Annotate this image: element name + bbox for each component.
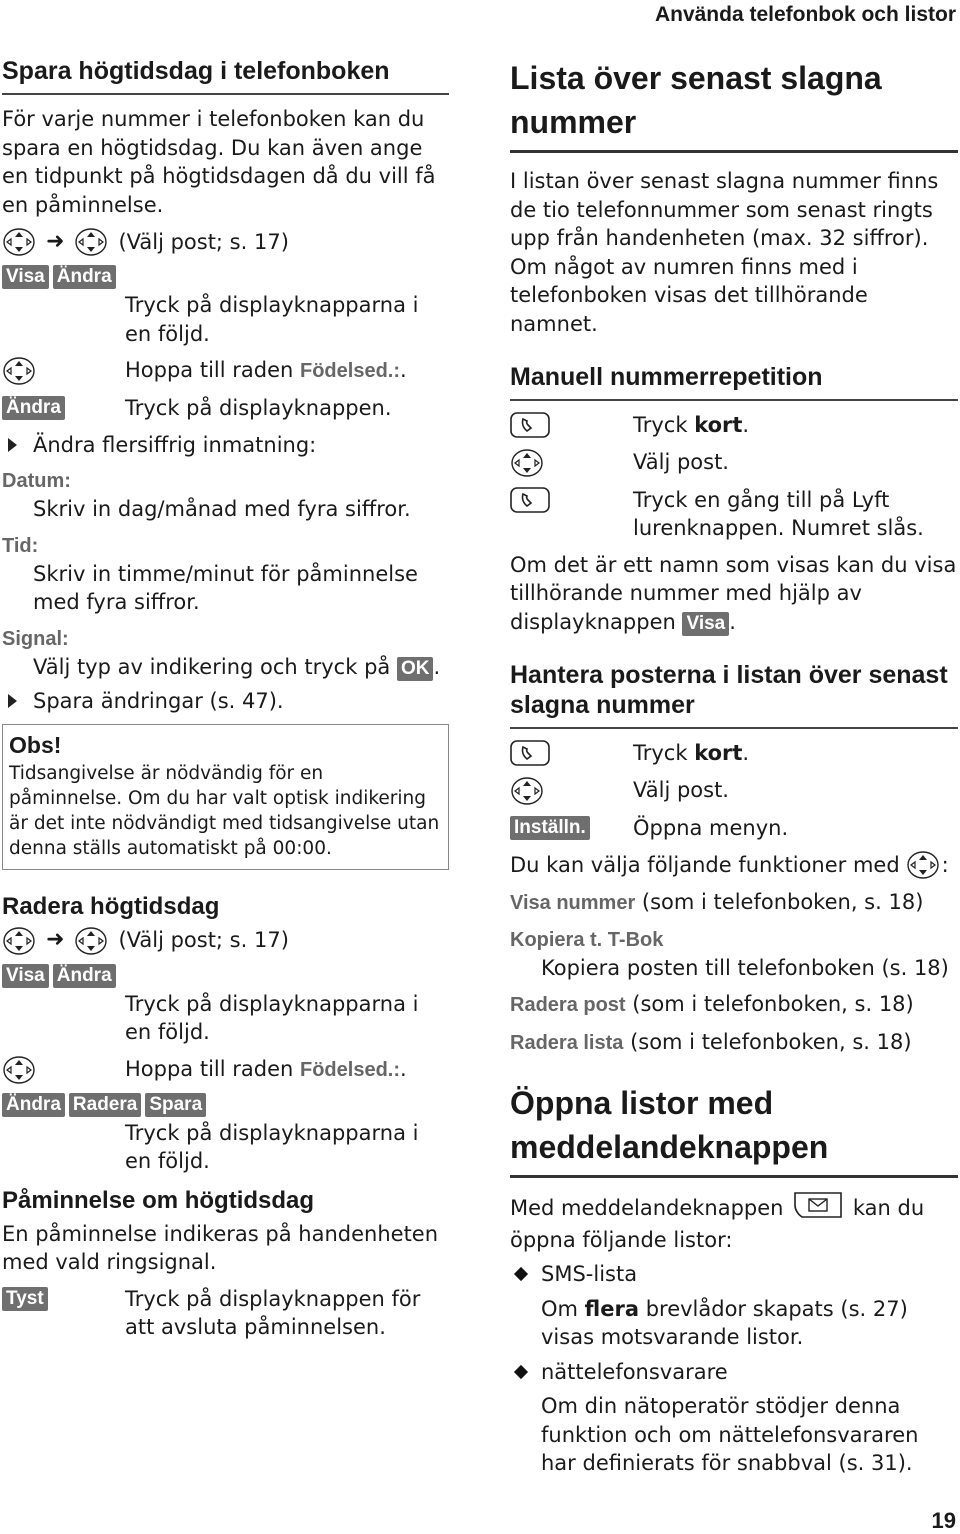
press-key-text: Tryck på displayknappen. [125,396,392,420]
nav-key-icon [510,776,544,806]
section-title-save-anniversary: Spara högtidsdag i telefonboken [2,56,449,95]
press-sequence-text: Tryck på displayknapparna i en följd. [125,991,419,1044]
nav-instruction: (Välj post; s. 17) [118,229,289,254]
signal-text [2,653,449,682]
function-label: Visa nummer [510,892,636,914]
nav-instruction: (Välj post; s. 17) [118,928,289,953]
softkey-tyst[interactable]: Tyst [2,1287,48,1311]
field-label-birthday: Födelsed.: [300,360,401,382]
diamond-bullet-icon [514,1267,528,1281]
function-item [510,990,958,1020]
press-sequence-text: Tryck på displayknapparna i en följd. [125,293,419,346]
press-once-text: Tryck en gång till på Lyft lurenknappen. Numret slås. [633,487,924,540]
field-label-datum: Datum: [2,470,71,492]
instruction-item [2,431,449,460]
punct: . [433,654,441,679]
bold-text: kort [694,741,743,765]
nav-key-icon [906,850,940,880]
softkey-andra[interactable]: Ändra [53,964,116,988]
punct: . [400,358,407,382]
punct: . [742,741,750,765]
notice-title: Obs! [9,731,62,758]
list-item-title: nättelefonsvarare [541,1359,728,1384]
select-text: Välj post. [633,449,729,474]
diamond-bullet-icon [514,1364,528,1378]
softkey-andra[interactable]: Ändra [2,396,65,420]
jump-text: Hoppa till raden [125,1056,300,1081]
instruction-text: Ändra flersiffrig inmatning: [33,432,317,457]
nav-key-icon [2,356,36,386]
text: Med meddelandeknappen [510,1195,784,1220]
nav-row [2,227,449,257]
nav-key-icon [74,227,108,257]
select-text: Välj post. [633,777,729,802]
function-label: Radera post [510,994,626,1016]
softkey-visa[interactable]: Visa [682,612,729,636]
talk-key-icon [510,412,550,438]
message-key-icon [794,1192,842,1226]
instruction-item [2,687,449,716]
right-arrow-icon: ➜ [46,228,65,254]
nav-key-icon [2,227,36,257]
notice-text: Tidsangivelse är nödvändig för en påminnelse. Om du har valt optisk indikering är det inte nödvändigt med tidsangivelse utan denna ställs automatiskt på 00:00. [9,762,440,859]
section-title-reminder: Påminnelse om högtidsdag [2,1186,315,1214]
text: Du kan välja följande funktioner med [510,852,900,877]
datum-text: Skriv in dag/månad med fyra siffror. [33,497,411,521]
list-item-title: SMS-lista [541,1262,638,1286]
text: Om [541,1296,585,1321]
bold-text: flera [584,1296,640,1321]
list-item-text: Om din nätoperatör stödjer denna funktion och om nättelefonsvararen har definierats för snabbval (s. 31). [541,1394,919,1475]
function-text: (som i telefonboken, s. 18) [623,1029,912,1054]
function-text: (som i telefonboken, s. 18) [625,992,914,1016]
text: brevlådor skapats (s. 27) visas motsvarande listor. [541,1296,908,1349]
triangle-bullet-icon [8,694,17,708]
softkey-andra[interactable]: Ändra [53,265,116,289]
field-label-birthday: Födelsed.: [300,1058,401,1081]
press-sequence-text: Tryck på displayknapparna i en följd. [125,1120,419,1173]
page-number: 19 [931,1508,956,1533]
softkey-radera[interactable]: Radera [69,1093,141,1117]
softkey-spara[interactable]: Spara [145,1093,206,1117]
nav-key-icon [510,448,544,478]
punct: . [400,1056,407,1081]
left-column [2,56,449,1350]
softkey-andra[interactable]: Ändra [2,1093,65,1117]
text: Om det är ett namn som visas kan du visa tillhörande nummer med hjälp av displayknappen [510,552,957,634]
softkey-ok[interactable]: OK [397,657,434,681]
redial-intro: I listan över senast slagna nummer finns de tio telefonnummer som senast ringts upp från handenheten (max. 32 siffror). Om något av numren finns med i telefonboken visas det tillhörande namnet. [510,169,939,336]
message-intro [510,1192,958,1254]
right-column [510,56,958,1478]
softkey-visa[interactable]: Visa [2,964,49,988]
section-title-delete-anniversary: Radera högtidsdag [2,892,220,920]
bold-text: kort [694,413,743,437]
field-label-signal: Signal: [2,627,69,650]
function-text: Kopiera posten till telefonboken (s. 18) [541,955,949,980]
section-title-redial-list: Lista över senast slagna nummer [510,56,958,153]
press-end-text: Tryck på displayknappen för att avsluta påminnelsen. [125,1286,421,1339]
talk-key-icon [510,740,550,766]
softkey-installn[interactable]: Inställn. [510,816,590,840]
list-item-text [510,1295,958,1352]
page-header: Använda telefonbok och listor [654,3,956,26]
punct: : [941,852,949,877]
list-item [510,1358,958,1387]
intro-text: För varje nummer i telefonboken kan du spara en högtidsdag. Du kan även ange en tidpunkt på högtidsdagen då du vill få en påminnelse. [2,107,436,217]
function-item [510,888,958,918]
function-label: Radera lista [510,1031,624,1054]
text: Tryck [633,741,695,765]
nav-key-icon [2,1055,36,1085]
function-text: (som i telefonboken, s. 18) [635,890,924,914]
name-text [510,551,958,637]
section-title-manage-entries: Hantera posterna i listan över senast slagna nummer [510,660,958,729]
softkey-visa[interactable]: Visa [2,265,49,289]
jump-text: Hoppa till raden [125,358,300,382]
instruction-text: Spara ändringar (s. 47). [33,689,284,713]
talk-key-icon [510,487,550,513]
text: Tryck [633,413,695,437]
open-menu-text: Öppna menyn. [633,815,789,840]
section-title-message-lists: Öppna listor med meddelandeknappen [510,1081,958,1178]
punct: . [729,609,736,634]
signal-text-pre: Välj typ av indikering och tryck på [33,654,397,679]
nav-key-icon [74,926,108,956]
field-label-tid: Tid: [2,534,39,557]
punct: . [742,413,750,437]
function-item [510,1028,958,1058]
choose-text [510,850,958,880]
text: kan du öppna följande listor: [510,1195,925,1252]
notice-box [2,724,449,870]
right-arrow-icon: ➜ [46,927,65,953]
nav-row [2,926,449,956]
tid-text: Skriv in timme/minut för påminnelse med fyra siffror. [33,561,418,614]
section-title-manual-redial: Manuell nummerrepetition [510,362,958,401]
reminder-text: En påminnelse indikeras på handenheten med vald ringsignal. [2,1221,439,1274]
triangle-bullet-icon [8,438,17,452]
list-item [510,1260,958,1289]
function-label: Kopiera t. T-Bok [510,928,664,951]
nav-key-icon [2,926,36,956]
